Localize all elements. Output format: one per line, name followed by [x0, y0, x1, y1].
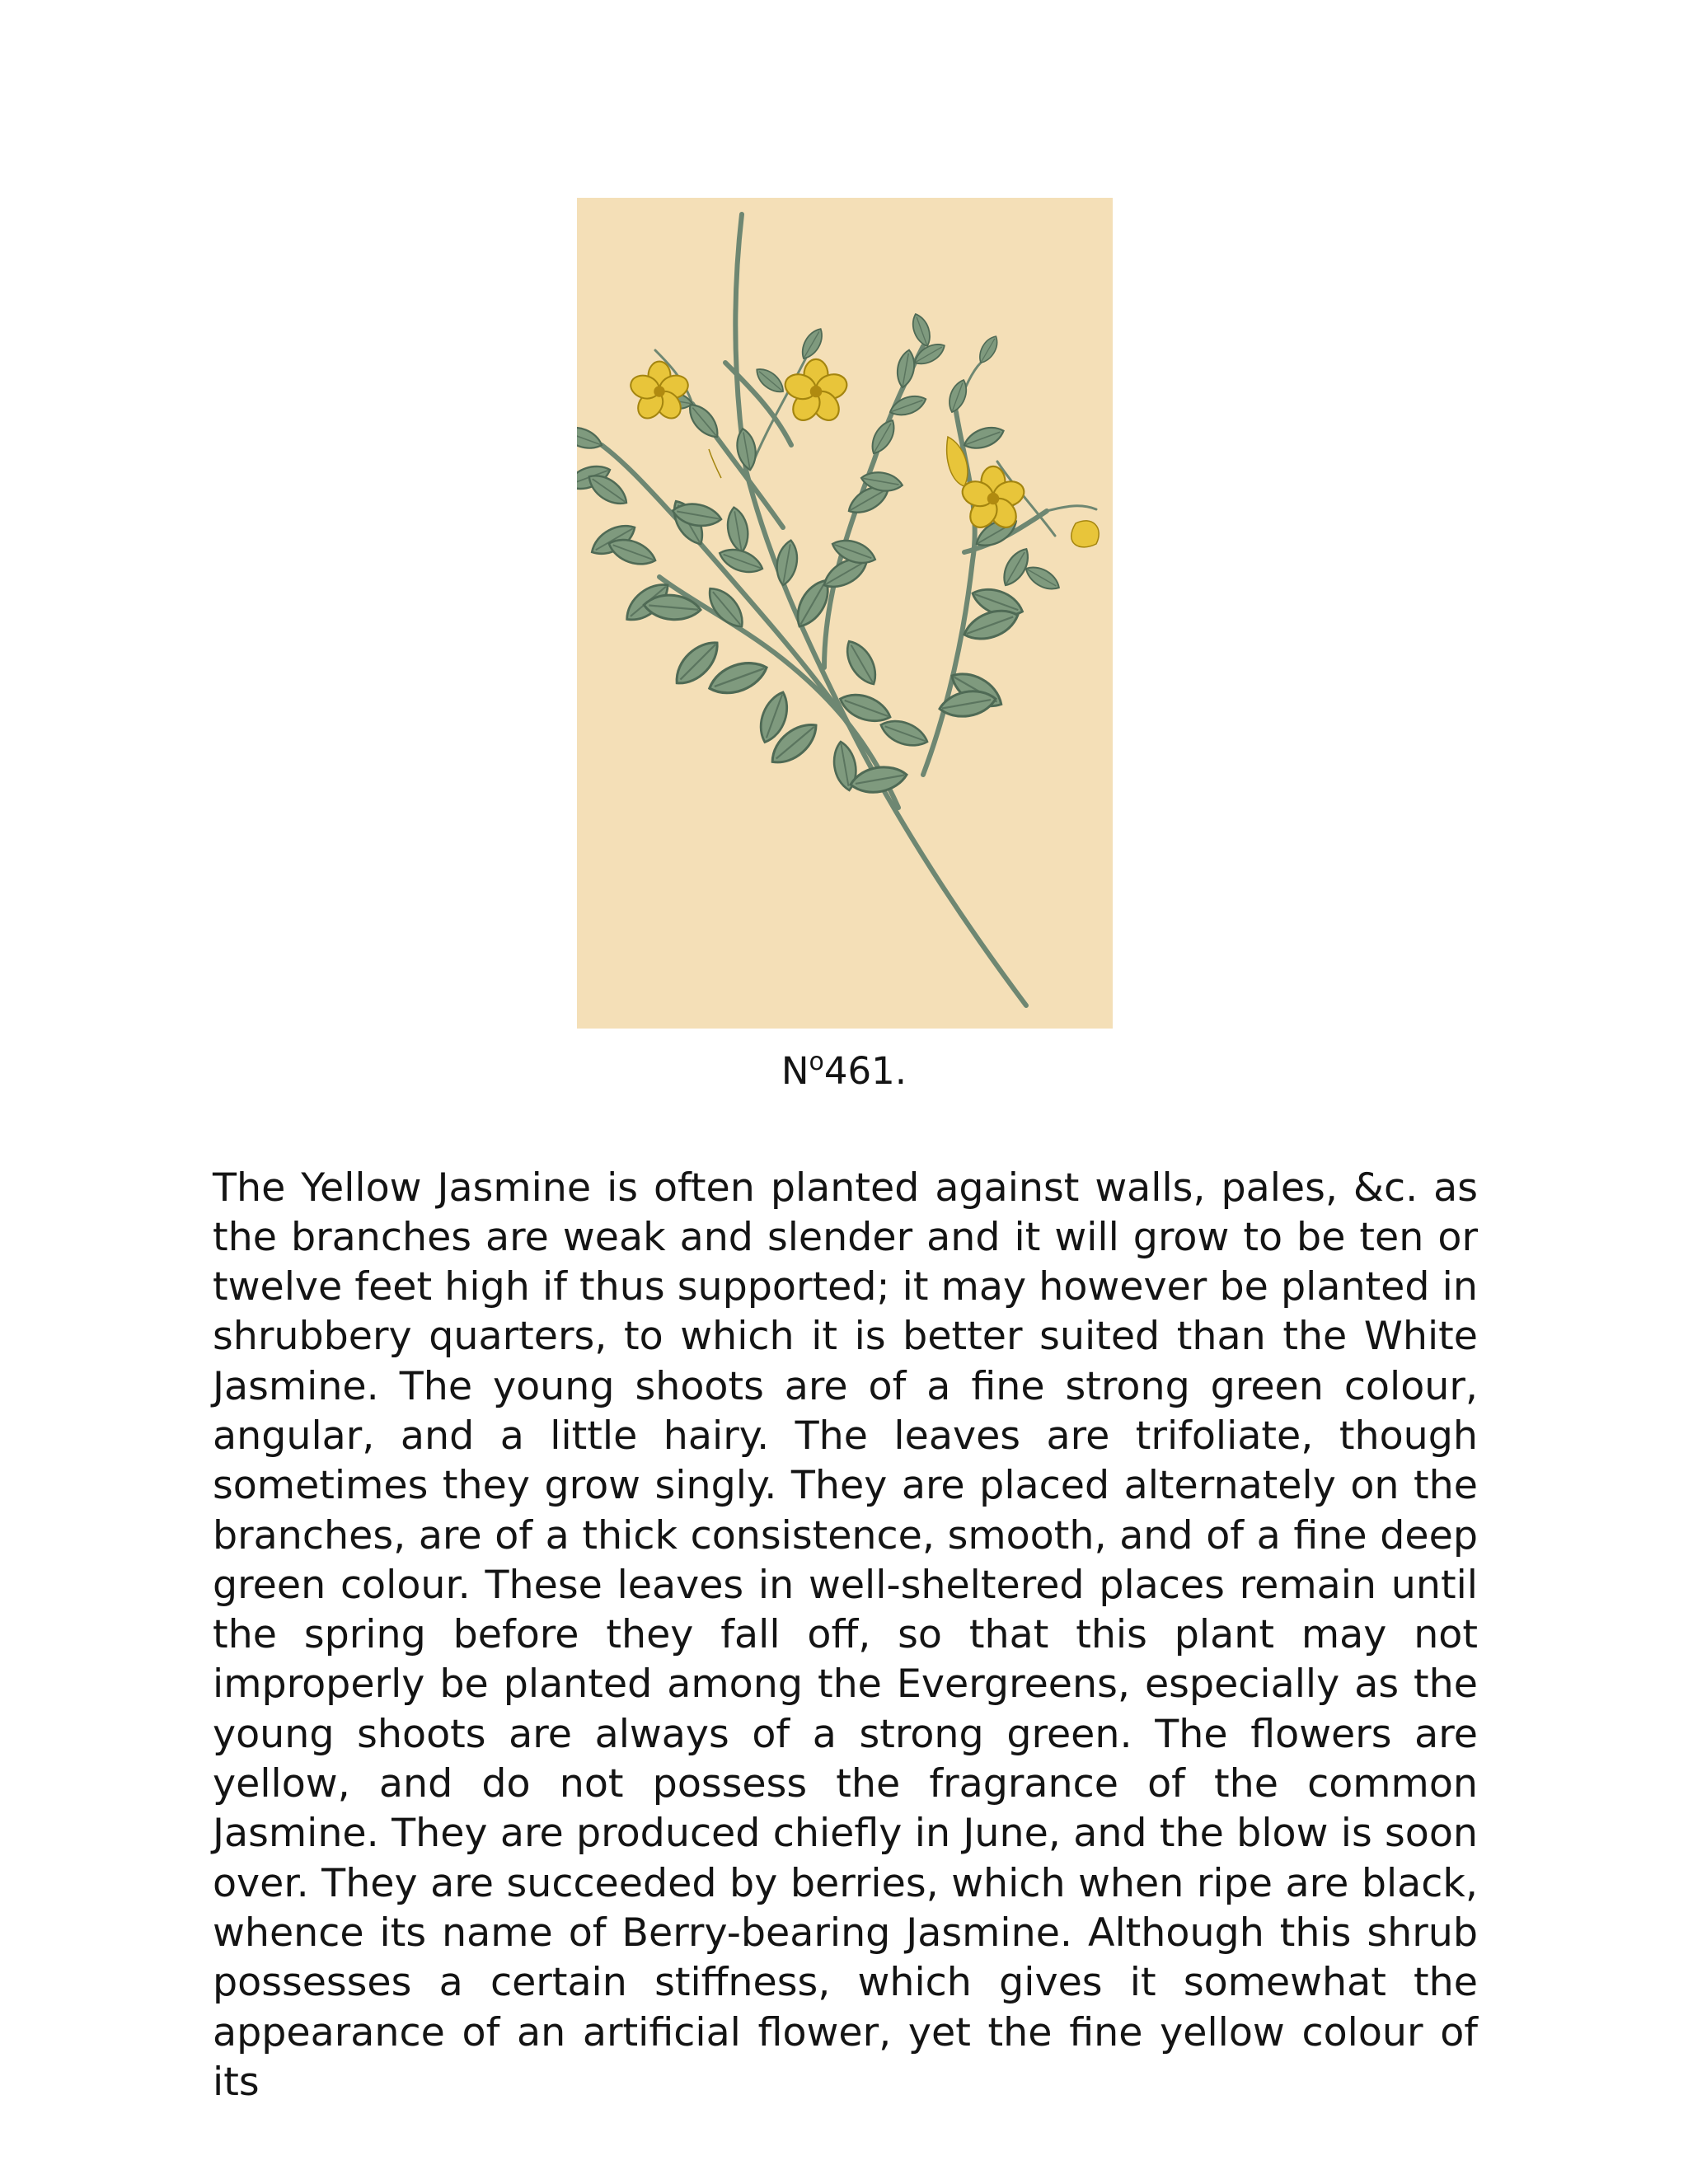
botanical-plate-illustration	[577, 198, 1113, 1029]
plate-number-superscript: o	[809, 1047, 824, 1076]
plate-number-value: 461.	[823, 1049, 907, 1093]
plate-number-prefix: N	[781, 1049, 809, 1093]
yellow-jasmine-drawing	[577, 198, 1113, 1029]
flower-1	[628, 362, 692, 424]
body-paragraph: The Yellow Jasmine is often planted against walls, pales, &c. as the branches are weak and slender and it will grow to be ten or twelve feet high if thus supported; it may however be planted in shrubbery quarters, to which it is better suited than the White Jasmine. The young shoots are of a fine strong green colour, angular, and a little hairy. The leaves are trifoliate, though sometimes they grow singly. They are placed alternately on the branches, are of a thick consistence, smooth, and of a fine deep green colour. These leaves in well-sheltered places remain until the spring before they fall off, so that this plant may not improperly be planted among the Evergreens, especially as the young shoots are always of a strong green. The flowers are yellow, and do not possess the fragrance of the common Jasmine. They are produced chiefly in June, and the blow is soon over. They are succeeded by berries, which when ripe are black, whence its name of Berry-bearing Jasmine. Although this shrub possesses a certain stiffness, which gives it somewhat the appearance of an artificial flower, yet the fine yellow colour of its	[213, 1165, 1478, 2105]
plate-number	[0, 1045, 1688, 1098]
flower-2	[782, 359, 851, 425]
